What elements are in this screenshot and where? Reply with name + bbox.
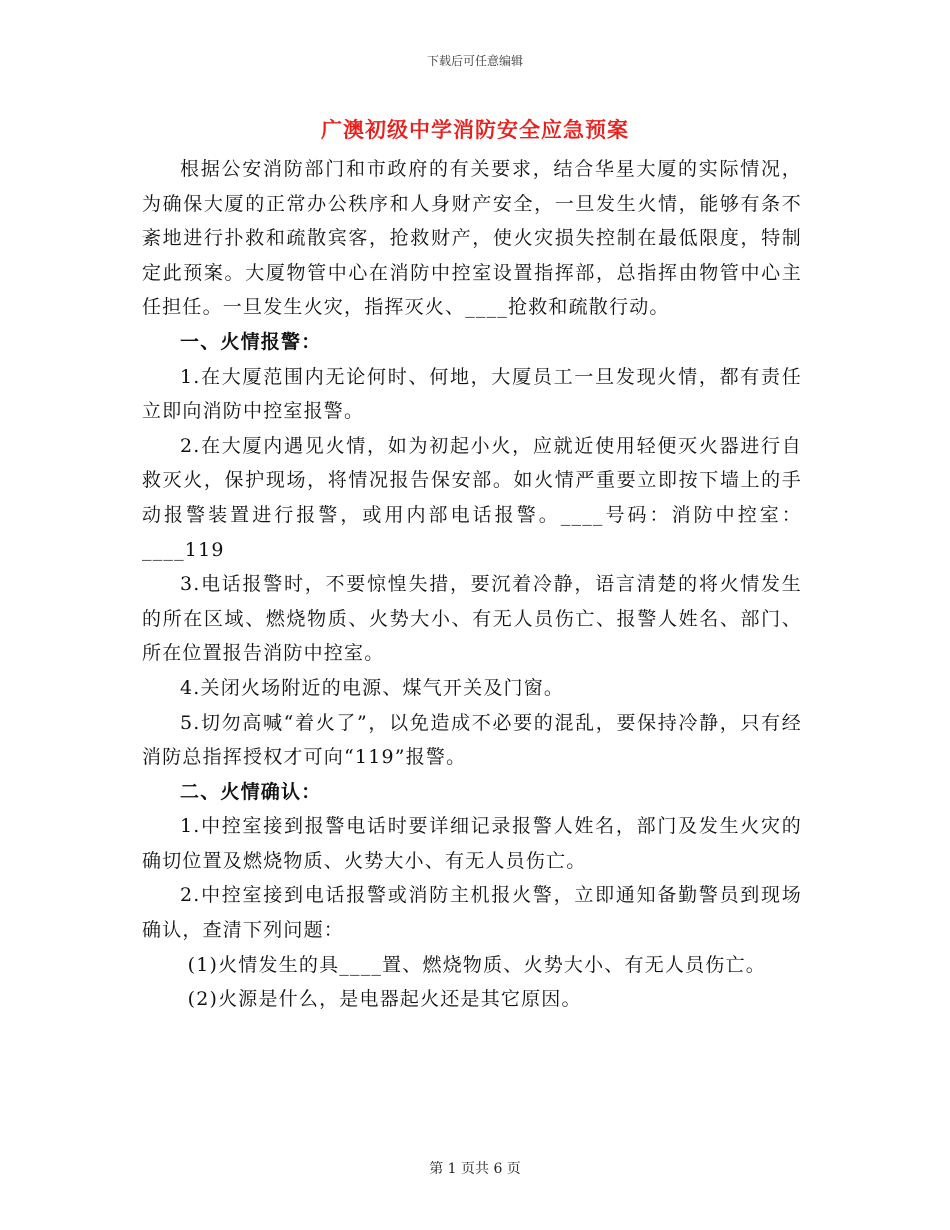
section-2-item-1: 1.中控室接到报警电话时要详细记录报警人姓名，部门及发生火灾的确切位置及燃烧物质、火势大小、有无人员伤亡。	[142, 815, 802, 872]
section-2-item-2: 2.中控室接到电话报警或消防主机报火警，立即通知备勤警员到现场确认，查清下列问题：	[142, 884, 802, 942]
section-1-item-2: 2.在大厦内遇见火情，如为初起小火，应就近使用轻便灭火器进行自救灭火，保护现场，将情况报告保安部。如火情严重要立即按下墙上的手动报警装置进行报警，或用内部电话报警。____号码：消防中控室：____119	[142, 434, 802, 561]
document-body	[142, 152, 802, 1017]
section-1-item-3: 3.电话报警时，不要惊惶失措，要沉着冷静，语言清楚的将火情发生的所在区域、燃烧物质、火势大小、有无人员伤亡、报警人姓名、部门、所在位置报告消防中控室。	[142, 573, 802, 665]
page-footer: 第 1 页共 6 页	[429, 1161, 521, 1177]
intro-paragraph: 根据公安消防部门和市政府的有关要求，结合华星大厦的实际情况，为确保大厦的正常办公秩序和人身财产安全，一旦发生火情，能够有条不紊地进行扑救和疏散宾客，抢救财产，使火灾损失控制在最低限度，特制定此预案。大厦物管中心在消防中控室设置指挥部，总指挥由物管中心主任担任。一旦发生火灾，指挥灭火、____抢救和疏散行动。	[142, 158, 802, 319]
section-1-item-1: 1.在大厦范围内无论何时、何地，大厦员工一旦发现火情，都有责任立即向消防中控室报警。	[142, 365, 802, 423]
document-title: 广澳初级中学消防安全应急预案	[321, 117, 629, 142]
section-2-sub-item-2: (2)火源是什么，是电器起火还是其它原因。	[187, 988, 582, 1011]
section-1-item-5: 5.切勿高喊“着火了”，以免造成不必要的混乱，要保持冷静，只有经消防总指挥授权才可向“119”报警。	[142, 711, 802, 769]
section-heading-fire-confirm: 二、火情确认：	[180, 780, 322, 803]
section-heading-fire-alarm: 一、火情报警：	[180, 330, 322, 353]
section-1-item-4: 4.关闭火场附近的电源、煤气开关及门窗。	[180, 676, 565, 699]
header-note: 下载后可任意编辑	[426, 54, 523, 68]
section-2-sub-item-1: (1)火情发生的具____置、燃烧物质、火势大小、有无人员伤亡。	[187, 953, 766, 976]
